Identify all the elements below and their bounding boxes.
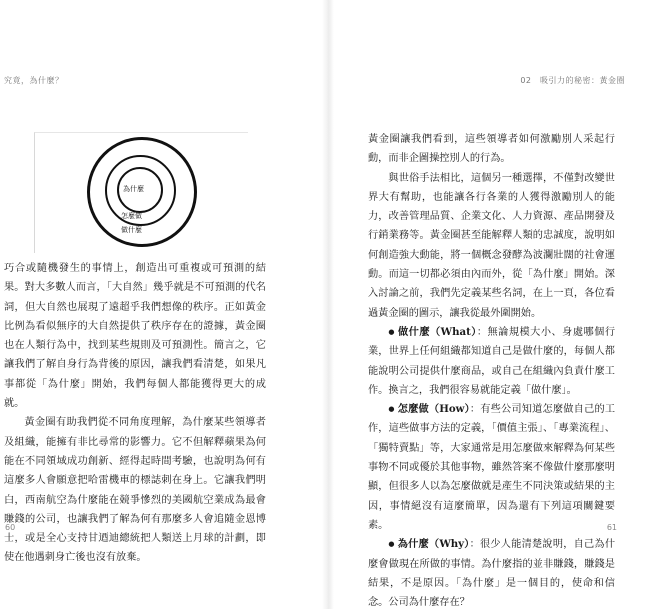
bullet-icon: ● — [388, 405, 395, 414]
right-page-number: 61 — [606, 523, 617, 532]
term-what: 做什麼（What） — [397, 325, 477, 338]
right-page — [328, 0, 655, 609]
left-body-text — [4, 259, 266, 568]
how-label: 怎麼做 — [121, 212, 142, 220]
bullet-paragraph-how — [368, 400, 615, 535]
bullet-paragraph-why — [368, 535, 615, 612]
what-label: 做什麼 — [121, 226, 142, 234]
left-running-head: 究竟，為什麼？ — [4, 76, 64, 85]
paragraph: 與世俗手法相比，這個另一種選擇，不僅對改變世界大有幫助，也能讓各行各業的人獲得激勵別人的能力，改善管理品質、企業文化、人力資源、產品開發及行銷業務等。黃金圈甚至能解釋人類的忠誠度，說明如何創造強大動能，將一個概念發酵為波瀾壯闊的社會運動。而這一切都必須由內而外，從「為什麼」開始。深入討論之前，我們先定義某些名詞，在上一頁，各位看過黃金圈的圖示，讓我從最外圍開始。 — [368, 172, 615, 319]
why-label: 為什麼 — [123, 185, 144, 193]
paragraph: 黃金圈讓我們看到，這些領導者如何激勵別人采起行動，而非企圖操控別人的行為。 — [368, 134, 615, 165]
definition-what: ：無論規模大小、身處哪個行業，世界上任何組織都知道自己是做什麼的，每個人都能說明公司提供什麼商品，或自己在組織內負責什麼工作。換言之，我們很容易就能定義「做什麼」。 — [368, 326, 616, 396]
definition-why: ：很少人能清楚說明，自己為什麼會做現在所做的事情。為什麼指的並非賺錢，賺錢是結果，不是原因。「為什麼」是一個目的，使命和信念。公司為什麼存在？ — [368, 539, 616, 609]
bullet-icon: ● — [388, 327, 395, 336]
term-why: 為什麼（Why） — [397, 538, 470, 551]
term-how: 怎麼做（How） — [397, 403, 470, 416]
bullet-icon: ● — [388, 540, 395, 549]
paragraph: 黃金圈有助我們從不同角度理解，為什麼某些領導者及組織，能擁有非比尋常的影響力。它不但解釋蘋果為何能在不同領域成功創新、經得起時間考驗，也說明為何有這麼多人會願意把哈雷機車的標誌刺在身上。它讓我們明白，西南航空為什麼能在競爭慘烈的美國航空業成為最會賺錢的公司，也讓我們了解為何有那麼多人會追隨金恩博士，或是全心支持甘迺迪總統把人類送上月球的計劃，即使在他遇刺身亡後也沒有放棄。 — [4, 417, 266, 564]
definition-how: ：有些公司知道怎麼做自己的工作，這些做事方法的定義，「價值主張」、「專業流程」、「獨特賣點」等，大家通常是用怎麼做來解釋為何某些事物不同或優於其他事物，雖然答案不像做什麼那麼明顯，但很多人以為怎麼做就是產生不同決策或結果的主因，事情絕沒有這麼簡單，因為還有下列這項關鍵要素。 — [368, 404, 616, 531]
left-page — [0, 0, 327, 609]
golden-circle-diagram — [34, 132, 248, 253]
right-body-text — [368, 130, 615, 612]
left-page-number: 60 — [5, 523, 16, 532]
right-running-head: 02 吸引力的秘密：黃金圈 — [520, 76, 625, 85]
bullet-paragraph-what — [368, 323, 615, 400]
paragraph: 巧合或隨機發生的事情上，創造出可重複或可預測的結果。對大多數人而言，「大自然」幾乎就是不可預測的代名詞，但大自然也展現了遠超乎我們想像的秩序。正如黃金比例為看似無序的大自然提供了秩序存在的證據，黃金圈也在人類行為中，找到某些規則及可預測性。簡言之，它讓我們了解自身行為背後的原因，讓我們看清楚，如果凡事都從「為什麼」開始，我們每個人都能獲得更大的成就。 — [4, 263, 266, 410]
